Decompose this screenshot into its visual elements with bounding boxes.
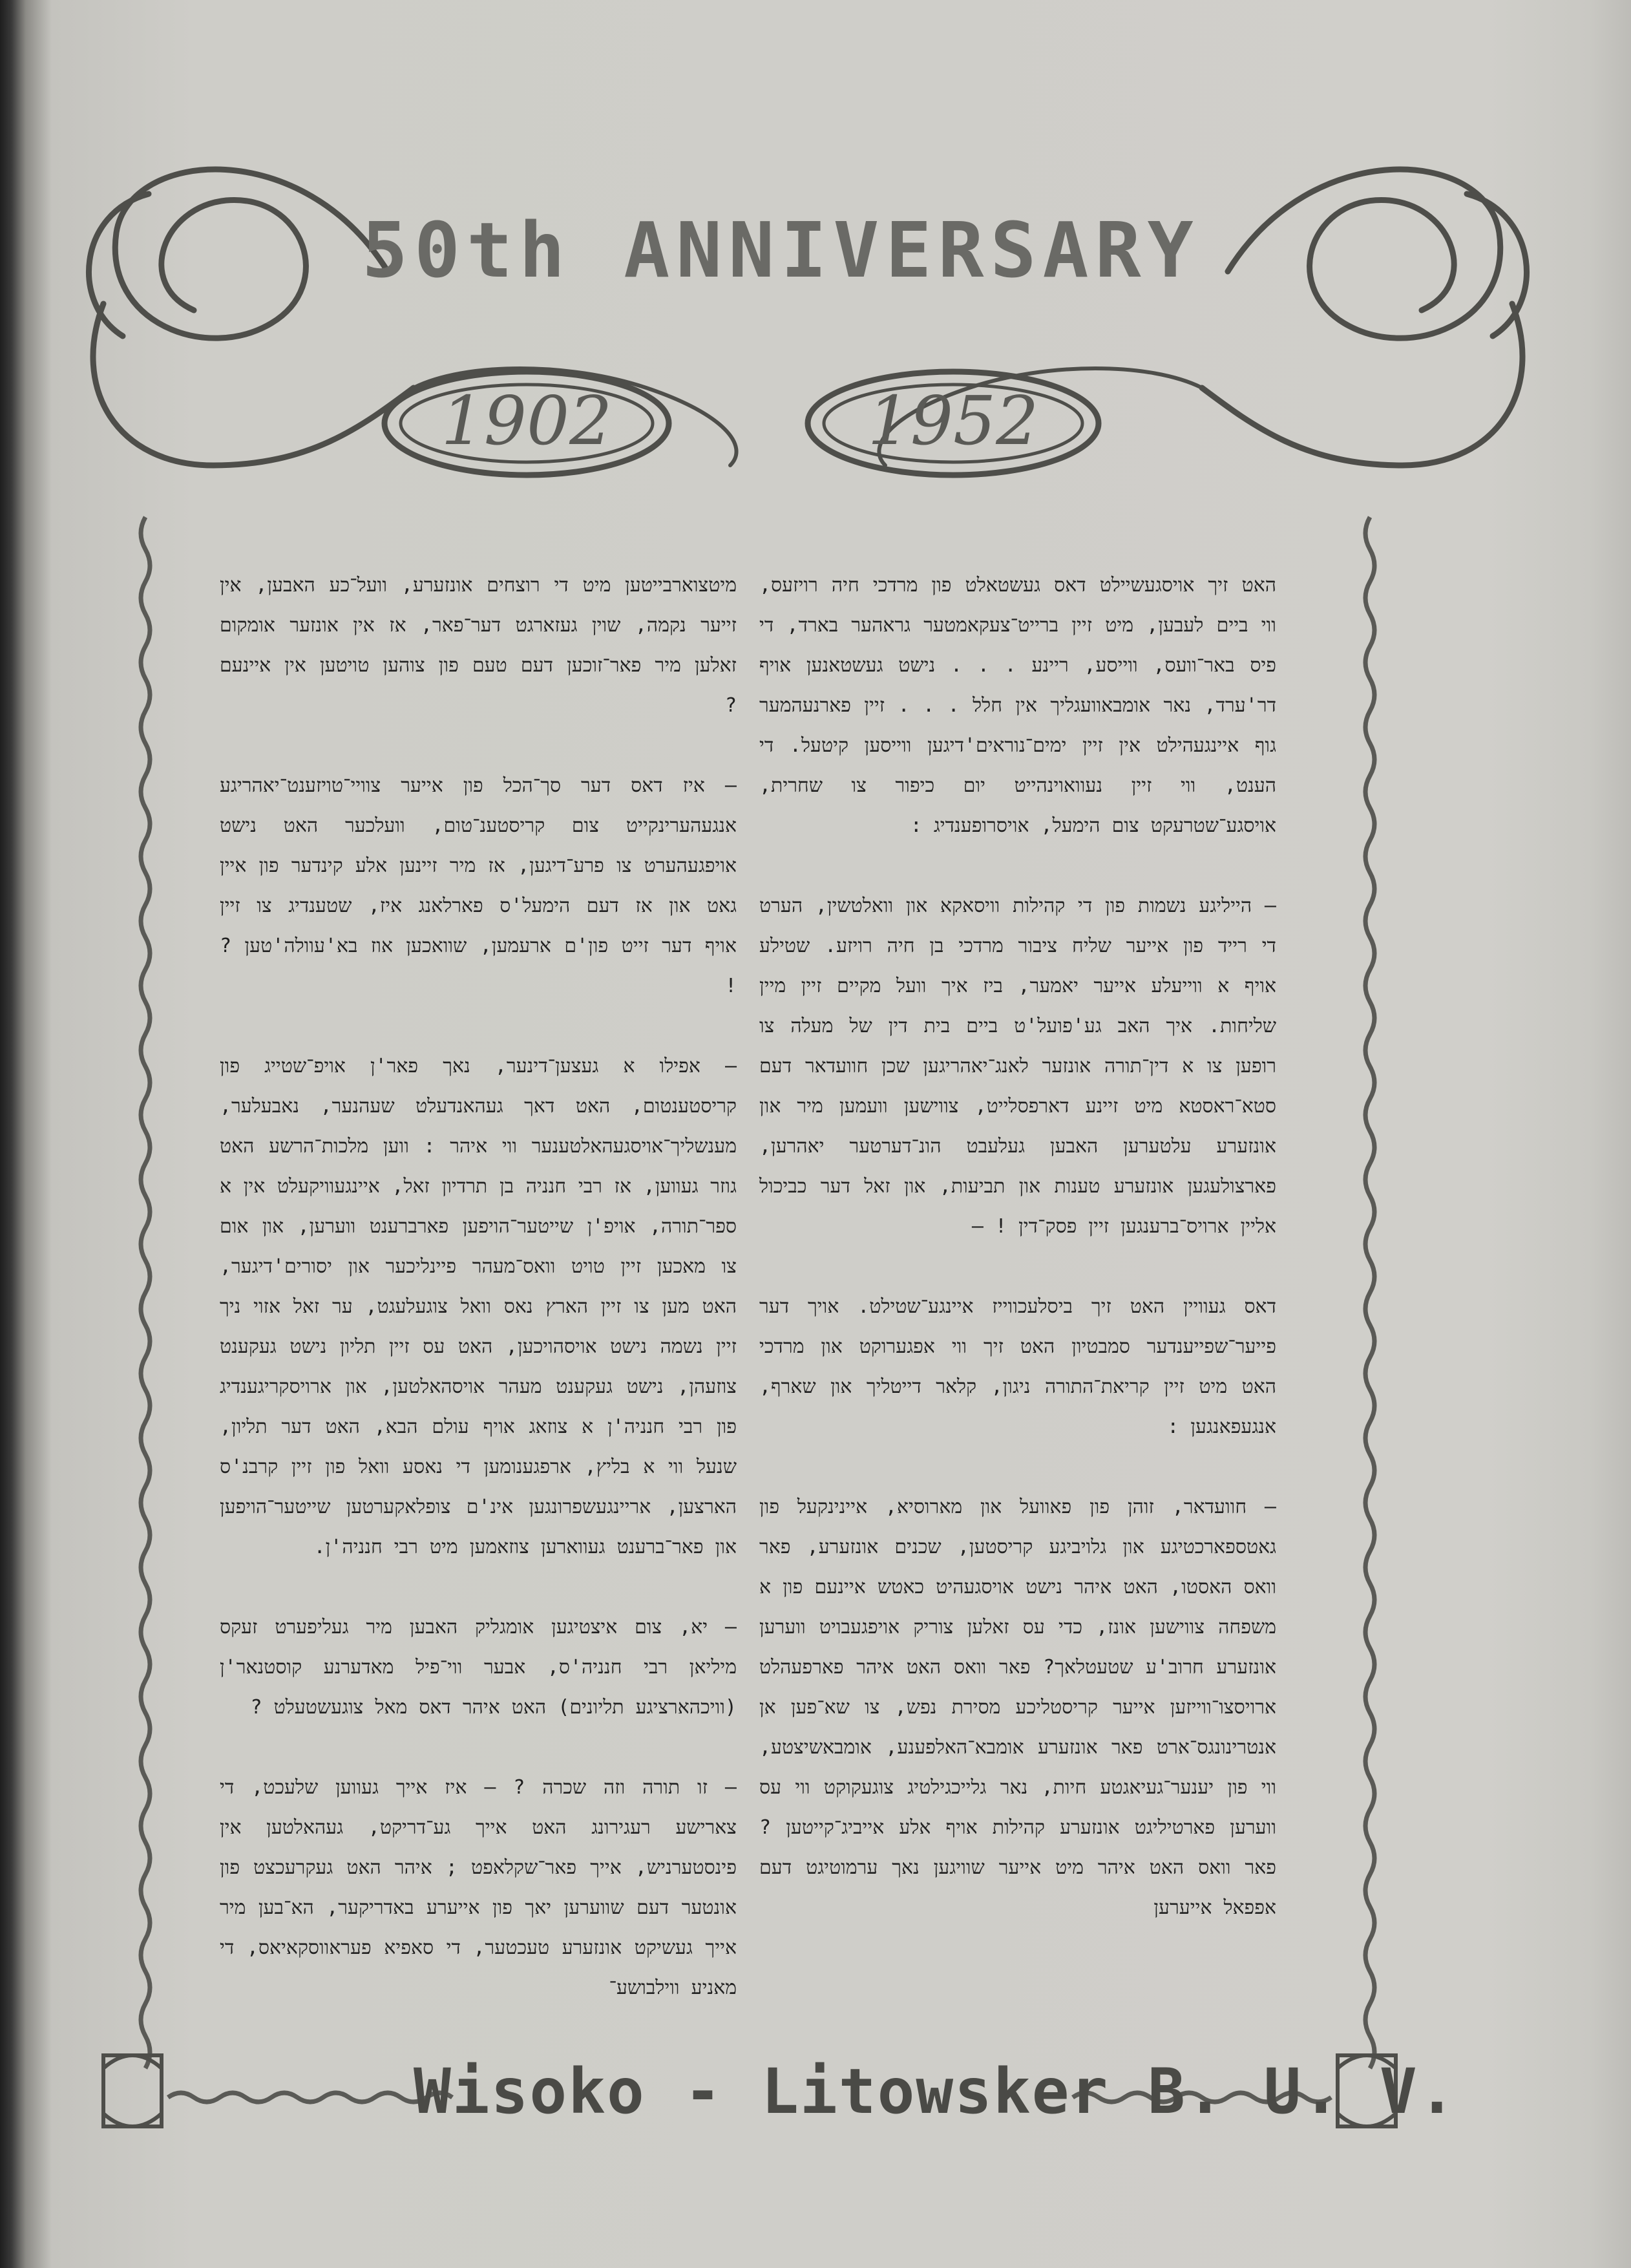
end-year: 1952 [867, 381, 1039, 460]
paragraph: — זו תורה וזה שכרה ? — איז אייך געווען שלעכט, די צארישע רעגירונג האט אייך גע־דריקט, געהאלטען אין פינסטערניש, אייך פאר־שקלאפט ; איהר האט געקרעכצט פון אונטער דעם שווערען יאך פון אייערע באדריקער, הא־בען מיר אייך געשיקט אונזערע טעכטער, די סאפיא פעראווסקאיאס, די מאניע ווילבושע־ [220, 1776, 737, 1999]
paragraph: — אפילו א געצען־דינער, נאך פאר'ן אויפ־שטייג פון קריסטענטום, האט דאך געהאנדעלט שעהנער, נאבעלער, מענשליך־אויסגעהאלטענער ווי איהר : ווען מלכות־הרשע האט גוזר געווען, אז רבי חנניה בן תרדיון זאל, איינגעוויקעלט אין א ספר־תורה, אויפ'ן שייטער־הויפען פארברענט ווערען, און אום צו מאכען זיין טויט וואס־מעהר פיינליכער און יסורים'דיגער, האט מען צו זיין הארץ נאס וואל צוגעלעגט, ער זאל אזוי ניך זיין נשמה נישט אויסהויכען, האט עס זיין תליון נישט געקענט צוזעהן, נישט געקענט מעהר אויסהאלטען, און ארויסקריגענדיג פון רבי חנניה'ן א צוזאג אויף עולם הבא, האט דער תליון, שנעל ווי א בליץ, ארפגענומען די נאסע וואל פון זיין קרבנ'ס הארצען, אריינגעשפרונגען אינ'ם צופלאקערטען שייטער־הויפען און פאר־ברענט געווארען צוזאמען מיט רבי חנניה'ן. [220, 1055, 737, 1558]
left-text-column [220, 566, 737, 2048]
right-scroll-tail [1202, 304, 1522, 465]
left-scroll-tail [93, 304, 414, 465]
left-scroll-flourish [115, 169, 388, 338]
right-wavy-border [1365, 517, 1374, 2068]
paragraph: האט זיך אויסגעשיילט דאס געשטאלט פון מרדכי חיה רויזעס, ווי ביים לעבען, מיט זיין ברייט־צעקאמטער גראהער בארד, די פיס באר־וועס, ווייסע, ריינע . . . נישט געשטאנען אויף דר'ערד, נאר אומבאוועגליך אין חלל . . . זיין פארנעהמער גוף איינגעהילט אין זיין ימים־נוראים'דיגען ווייסען קיטעל. די הענט, ווי זיין נעוואוינהייט יום כיפור צו שחרית, אויסגע־שטרעקט צום הימעל, אויסרופענדיג : [759, 574, 1276, 837]
paragraph: מיטצוארבייטען מיט די רוצחים אונזערע, וועל־כע האבען, אין זייער נקמה, שוין געזארגט דער־פאר, אז אין אונזער אומקום זאלען מיר פאר־זוכען דעם טעם פון צוהען טויטען אין איינעם ? [220, 574, 737, 717]
society-banner: Wisoko - Litowsker B. U. V. [414, 2055, 1457, 2128]
right-scroll-flourish [1228, 169, 1500, 338]
paragraph: — יא, צום איצטיגען אומגליק האבען מיר געליפערט זעקס מיליאן רבי חנניה'ס, אבער ווי־פיל מאדערנע קוסטנאר'ן (וויכהארציגע תליונים) האט איהר דאס מאל צוגעשטעלט ? [220, 1616, 737, 1719]
paragraph: — איז דאס דער סך־הכל פון אייער צוויי־טויזענט־יאהריגע אנגעהערינקייט צום קריסטענ־טום, וועלכער האט נישט אויפגעהערט צו פרע־דיגען, אז מיר זיינען אלע קינדער פון איין גאט און אז דעם הימעל'ס פארלאנג איז, שטענדיג צו זיין אויף דער זייט פון'ם ארעמען, שוואכען אוז בא'עוולה'טען ? ! [220, 774, 737, 997]
start-year: 1902 [441, 381, 613, 460]
bottom-left-corner-ornament [103, 2055, 162, 2126]
paragraph: — חוועדאר, זוהן פון פאוועל און מארוסיא, איינינקעל פון גאטספארכטיגע און גלויביגע קריסטען, שכנים אונזערע, פאר וואס האסטו, האט איהר נישט אויסגעהיט כאטש איינעם פון א משפחה צווישען אונז, כדי עס זאלען צוריק אויפגעבויט ווערען אונזערע חרוב'ע שטעטלאך? פאר וואס האט איהר פארפעהלט ארויסצו־ווייזען אייער קריסטליכע מסירת נפש, צו שא־פען אן אנטרינונגס־ארט פאר אונזערע אומבא־האלפענע, אומבאשיצטע, ווי פון יענער־געיאגטע חיות, נאר גלייכגילטיג צוגעקוקט ווי עס ווערען פארטיליגט אונזערע קהילות אויף אלע אייביג־קייטען ? פאר וואס האט איהר מיט אייער שוויגען נאך ערמוטיגט דעם אפפאל אייערען [759, 1496, 1277, 1919]
paragraph: — הייליגע נשמות פון די קהילות וויסאקא און וואלטשין, הערט די רייד פון אייער שליח ציבור מרדכי בן חיה רויזע. שטילע אויף א ווייעלע אייער יאמער, ביז איך וועל מקיים זיין מיין שליחות. איך האב גע'פועל'ט ביים בית דין של מעלה צו רופען צו א דין־תורה אונזער לאנג־יאהריגען שכן חוועדאר דעם סטא־ראסטא מיט זיינע דארפסלייט, צווישען וועמען מיר און אונזערע עלטערען האבען געלעבט הונ־דערטער יאהרען, פארצולעגען אונזערע טענות און תביעות, און זאל דער כביכול אליין ארויס־ברענגען זיין פסק־דין ! — [759, 895, 1276, 1238]
paragraph: דאס געוויין האט זיך ביסלעכווייז איינגע־שטילט. אויך דער פייער־שפייענדער סמבטיון האט זיך ווי אפגערוקט און מרדכי האט מיט זיין קריאת־התורה ניגון, קלאר דייטליך און שארף, אנגעפאנגען : [759, 1295, 1276, 1438]
anniversary-title: 50th ANNIVERSARY [362, 206, 1200, 295]
right-text-column [759, 566, 1276, 1968]
bottom-left-wavy-rule [168, 2093, 452, 2102]
left-wavy-border [141, 517, 150, 2068]
